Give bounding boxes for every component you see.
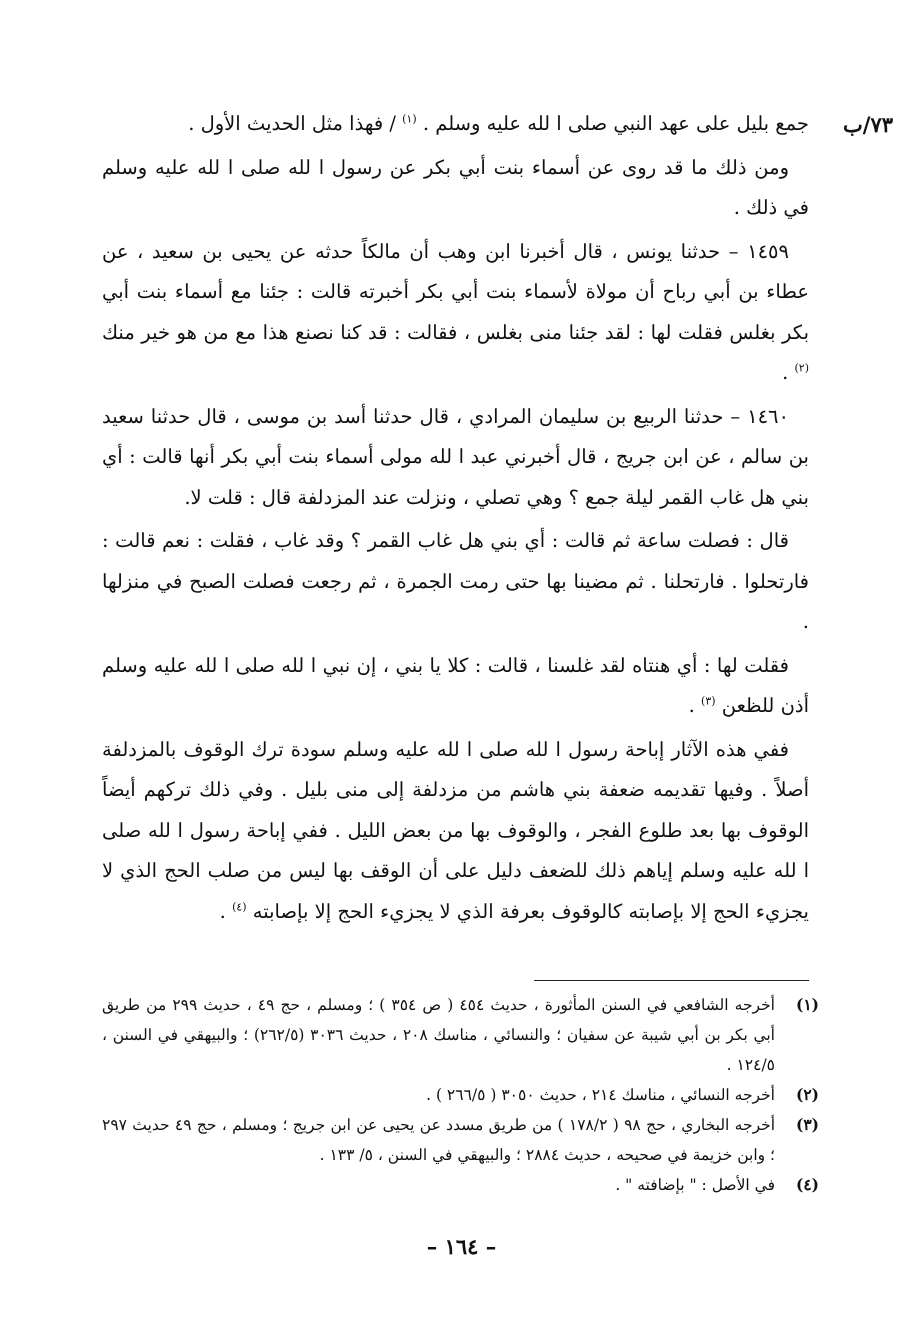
hadith-1460: ١٤٦٠ – حدثنا الربيع بن سليمان المرادي ، قال حدثنا أسد بن موسى ، قال حدثنا سعيد بن سالم ، عن ابن جريج ، قال أخبرني عبد ا لله مولى أسماء بنت أبي بكر أنها قالت : أي بني هل غاب القمر ليلة جمع ؟ وهي تصلي ، ونزلت عند المزدلفة قال : قلت لا. (102, 404, 809, 509)
paragraph-7-text: ففي هذه الآثار إباحة رسول ا لله صلى ا لله عليه وسلم سودة ترك الوقوف بالمزدلفة أصلاً . وفيها تقديمه ضعفة بني هاشم من مزدلفة إلى منى بليل . وفي ذلك تركهم أيضاً الوقوف بها بعد طلوع الفجر ، والوقوف بها من بعض الليل . ففي إباحة رسول ا لله صلى ا لله عليه وسلم إياهم ذلك للضعف دليل على أن الوقف بها ليس من صلب الحج الذي لا يجزيء الحج إلا بإصابته كالوقوف بعرفة الذي لا يجزيء الحج إلا بإصابته (102, 737, 809, 923)
footnote-text: في الأصل : " بإضافته " . (615, 1176, 775, 1194)
footnote-text: أخرجه الشافعي في السنن المأثورة ، حديث ٤٥٤ ( ص ٣٥٤ ) ؛ ومسلم ، حج ٤٩ ، حديث ٢٩٩ من طريق أبي بكر بن أبي شيبة عن سفيان ؛ والنسائي ، مناسك ٢٠٨ ، حديث ٣٠٣٦ (٢٦٢/٥) ؛ والبيهقي في السنن ، ١٢٤/٥ . (102, 996, 775, 1074)
footnote-4 (102, 1170, 819, 1200)
period: . (219, 899, 226, 923)
paragraph-1 (102, 104, 809, 145)
footnote-2 (102, 1080, 819, 1110)
footnote-3 (102, 1110, 819, 1170)
paragraph-6-text: فقلت لها : أي هنتاه لقد غلسنا ، قالت : كلا يا بني ، إن نبي ا لله صلى ا لله عليه وسلم أذن للظعن (102, 653, 809, 717)
footnote-separator (534, 980, 809, 981)
footnote-ref-3: (٣) (701, 694, 716, 708)
hadith-1459 (102, 232, 809, 394)
hadith-1459-text: ١٤٥٩ – حدثنا يونس ، قال أخبرنا ابن وهب أن مالكاً حدثه عن يحيى بن سعيد ، عن عطاء بن أبي رباح أن مولاة لأسماء بنت أبي بكر أخبرته قالت : جئنا مع أسماء بنت أبي بكر بغلس فقلت لها : لقد جئنا منى بغلس ، فقالت : قد كنا نصنع هذا مع من هو خير منك (102, 239, 809, 344)
paragraph-1-tail: / فهذا مثل الحديث الأول . (188, 112, 396, 135)
footnote-text: أخرجه النسائي ، مناسك ٢١٤ ، حديث ٣٠٥٠ ( ٢٦٦/٥ ) . (426, 1086, 775, 1104)
footnotes (102, 990, 819, 1200)
page-number: – ١٦٤ – (426, 1234, 497, 1259)
footnote-ref-4: (٤) (232, 900, 247, 913)
footnote-text: أخرجه البخاري ، حج ٩٨ ( ١٧٨/٢ ) من طريق مسدد عن يحيى عن ابن جريج ؛ ومسلم ، حج ٤٩ حديث ٢٩٧ ؛ وابن خزيمة في صحيحه ، حديث ٢٨٨٤ ؛ والبيهقي في السنن ، ٥/ ١٣٣ . (102, 1116, 776, 1164)
period: . (782, 361, 789, 384)
footnote-ref-1: (١) (402, 112, 417, 126)
paragraph-1-text: جمع بليل على عهد النبي صلى ا لله عليه وسلم . (422, 112, 809, 135)
footnote-mark: (١) (795, 995, 819, 1014)
footnote-mark: (٣) (795, 1115, 819, 1134)
paragraph-5: قال : فصلت ساعة ثم قالت : أي بني هل غاب القمر ؟ وقد غاب ، فقلت : نعم قالت : فارتحلوا . فارتحلنا . ثم مضينا بها حتى رمت الجمرة ، ثم رجعت فصلت الصبح في منزلها . (102, 529, 809, 633)
footnote-mark: (٢) (795, 1085, 819, 1104)
footnote-1 (102, 990, 819, 1080)
main-text (102, 104, 809, 935)
paragraph-6 (102, 646, 809, 727)
footnote-mark: (٤) (795, 1175, 819, 1194)
paragraph-2: ومن ذلك ما قد روى عن أسماء بنت أبي بكر عن رسول ا لله صلى ا لله عليه وسلم في ذلك . (102, 155, 809, 219)
period: . (688, 694, 695, 717)
footnote-ref-2: (٢) (794, 361, 809, 375)
folio-marker: ٧٣/ب (842, 112, 893, 137)
paragraph-7 (102, 730, 809, 933)
